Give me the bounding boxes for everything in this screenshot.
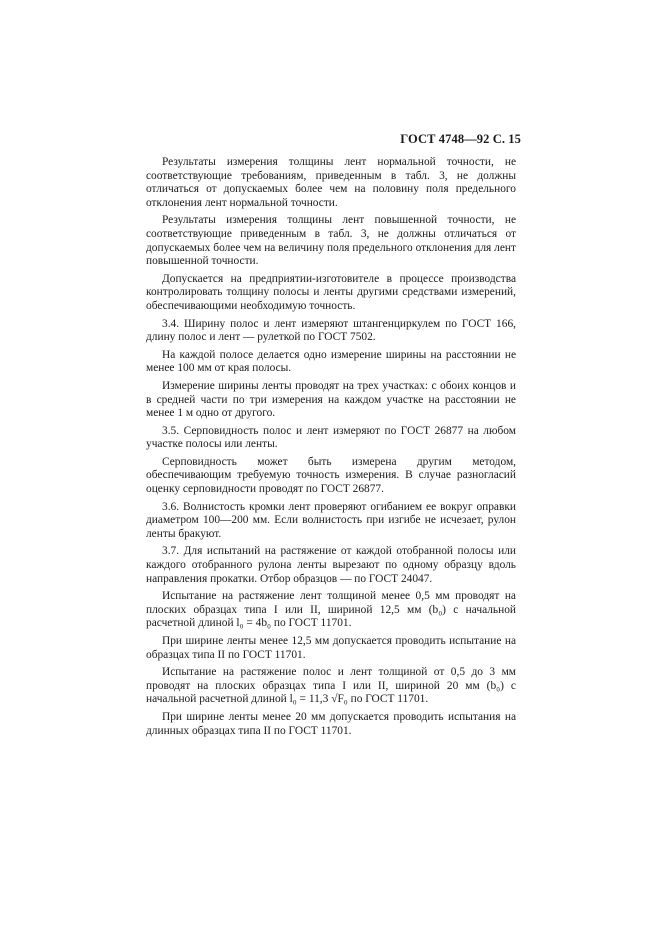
paragraph: Измерение ширины ленты проводят на трех участках: с обоих концов и в средней части по три измерения на каждом участке на расстоянии не менее 1 м одно от другого. xyxy=(146,379,516,420)
paragraph: Результаты измерения толщины лент нормальной точности, не соответствующие требованиям, приведенным в табл. 3, не должны отличаться от допускаемых более чем на половину поля предельного отклонения лент нормальной точности. xyxy=(146,156,516,209)
paragraph: Испытание на растяжение лент толщиной менее 0,5 мм проводят на плоских образцах типа I или II, шириной 12,5 мм (b₀) с начальной расчетной длиной l₀ = 4b₀ по ГОСТ 11701. xyxy=(146,590,516,630)
paragraph: На каждой полосе делается одно измерение ширины на расстоянии не менее 100 мм от края полосы. xyxy=(146,348,516,375)
paragraph: Испытание на растяжение полос и лент толщиной от 0,5 до 3 мм проводят на плоских образцах типа I или II, шириной 20 мм (b₀) с начальной расчетной длиной l₀ = 11,3 √F₀ по ГОСТ 11701. xyxy=(146,666,516,706)
paragraph: 3.7. Для испытаний на растяжение от каждой отобранной полосы или каждого отобранного рулона ленты вырезают по одному образцу вдоль направления прокатки. Отбор образцов — по ГОСТ 24047. xyxy=(146,545,516,585)
paragraph: Результаты измерения толщины лент повышенной точности, не соответствующие приведенным в табл. 3, не должны отличаться от допускаемых более чем на величину поля предельного отклонения для лент повышенной точности. xyxy=(146,214,516,268)
paragraph: При ширине ленты менее 12,5 мм допускается проводить испытание на образцах типа II по ГОСТ 11701. xyxy=(146,635,516,661)
paragraph: 3.4. Ширину полос и лент измеряют штангенциркулем по ГОСТ 166, длину полос и лент — рулеткой по ГОСТ 7502. xyxy=(146,317,516,344)
page-header: ГОСТ 4748—92 С. 15 xyxy=(400,132,521,146)
paragraph: Допускается на предприятии-изготовителе в процессе производства контролировать толщину полосы и ленты другими средствами измерений, обеспечивающими необходимую точность. xyxy=(146,272,516,312)
paragraph: При ширине ленты менее 20 мм допускается проводить испытания на длинных образцах типа II по ГОСТ 11701. xyxy=(146,710,516,737)
paragraph: Серповидность может быть измерена другим методом, обеспечивающим требуемую точность измерения. В случае разногласий оценку серповидности проводят по ГОСТ 26877. xyxy=(146,455,516,496)
document-body xyxy=(146,156,516,742)
paragraph: 3.6. Волнистость кромки лент проверяют огибанием ее вокруг оправки диаметром 100—200 мм. Если волнистость при изгибе не исчезает, рулон ленты бракуют. xyxy=(146,500,516,540)
paragraph: 3.5. Серповидность полос и лент измеряют по ГОСТ 26877 на любом участке полосы или ленты. xyxy=(146,424,516,451)
